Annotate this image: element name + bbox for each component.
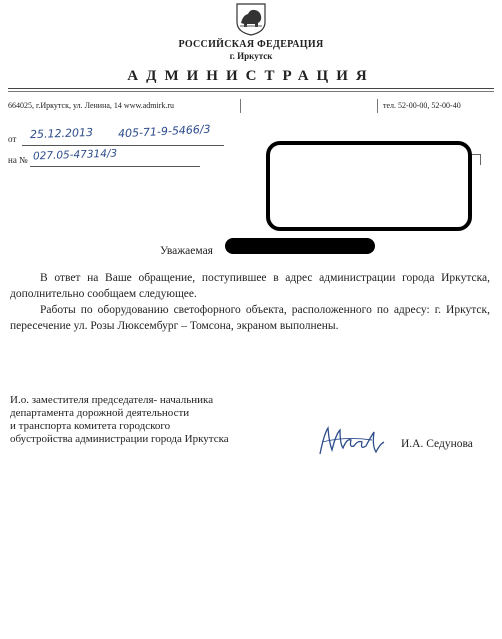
body-paragraph-1 (10, 270, 490, 302)
coat-of-arms-icon (234, 2, 268, 36)
reply-to-line-tail (150, 166, 200, 167)
organization-address: 664025, г.Иркутск, ул. Ленина, 14 www.admirk.ru (8, 101, 175, 110)
paragraph-text: Работы по оборудованию светофорного объекта, расположенного по адресу: г. Иркутск, пересечение ул. Розы Люксембург – Томсона, экраном выполнены. (10, 304, 490, 332)
paragraph-text: В ответ на Ваше обращение, поступившее в адрес администрации города Иркутска, дополнительно сообщаем следующее. (10, 272, 490, 300)
header-divider (240, 99, 241, 113)
reply-to-label: на № (8, 155, 28, 165)
letter-number: 405-71-9-5466/3 (117, 122, 211, 141)
header-rule-thin (8, 91, 494, 92)
organization-title: АДМИНИСТРАЦИЯ (127, 68, 375, 84)
handwritten-signature (316, 424, 388, 458)
city-name: г. Иркутск (229, 51, 273, 61)
from-label: от (8, 134, 17, 144)
header-rule-thick (8, 88, 494, 89)
signer-title-line: обустройства администрации города Иркутска (10, 433, 229, 445)
greeting: Уважаемая (160, 245, 213, 257)
organization-phone: тел. 52-00-00, 52-00-40 (383, 101, 461, 110)
letter-date: 25.12.2013 (29, 125, 94, 142)
redacted-name (225, 238, 375, 254)
signer-title-line: И.о. заместителя председателя- начальника (10, 394, 214, 406)
signer-title-line: и транспорта комитета городского (10, 420, 171, 432)
from-line (22, 145, 224, 146)
reply-to-line (30, 166, 150, 167)
header-divider (377, 99, 378, 113)
signer-title-line: департамента дорожной деятельности (10, 407, 190, 419)
country-name: РОССИЙСКАЯ ФЕДЕРАЦИЯ (178, 39, 324, 50)
signer-title (10, 394, 229, 446)
redacted-addressee (266, 141, 472, 231)
reply-to-number: 027.05-47314/3 (32, 147, 118, 163)
body-paragraph-2 (10, 302, 490, 334)
signer-name: И.А. Седунова (401, 438, 473, 450)
